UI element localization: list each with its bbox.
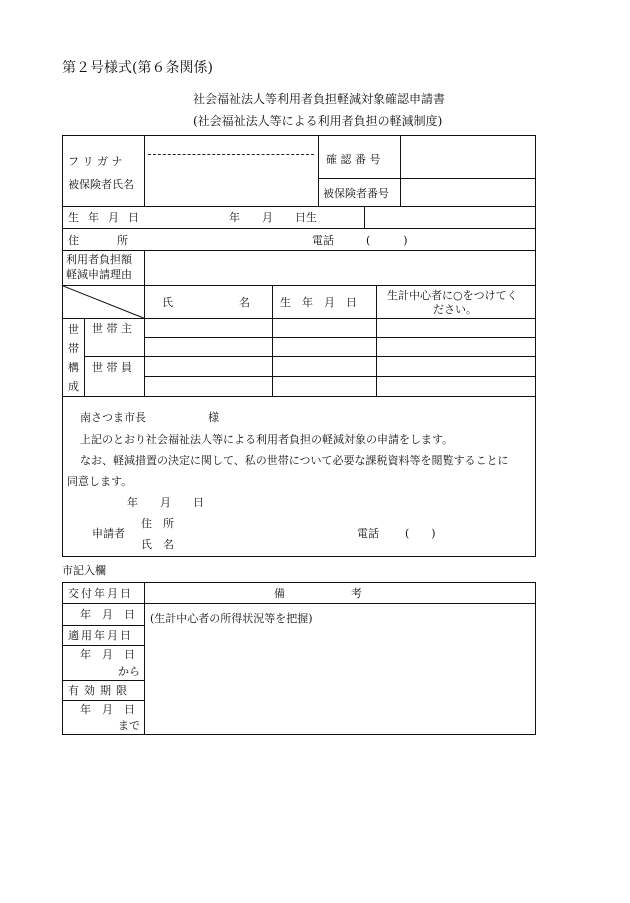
- header-diagonal: [62, 285, 145, 319]
- city-section-label: 市記入欄: [62, 564, 106, 577]
- furigana-label: フ リ ガ ナ: [68, 155, 123, 168]
- addressee: 南さつま市長: [80, 411, 146, 424]
- insured-number-label: 被保険者番号: [323, 187, 389, 200]
- issue-date-value: 年 月 日: [80, 608, 135, 621]
- applicant-name-label: 氏 名: [141, 538, 174, 551]
- household-member-label: 世 帯 員: [92, 361, 132, 374]
- valid-period-label: 有効期限: [68, 684, 132, 697]
- household-label-1: 世: [68, 323, 79, 336]
- form-title: 社会福祉法人等利用者負担軽減対象確認申請書: [193, 92, 446, 106]
- issue-date-label: 交付年月日: [68, 587, 133, 600]
- column-breadwinner-1: 生計中心者に○をつけてく: [387, 289, 518, 302]
- household-label-4: 成: [68, 380, 79, 393]
- form-subtitle: (社会福祉法人等による利用者負担の軽減制度): [193, 114, 443, 128]
- column-birth: 生 年 月 日: [280, 296, 357, 309]
- reason-label-2: 軽減申請理由: [66, 268, 132, 281]
- applicant-phone-parens: ( ): [405, 527, 436, 540]
- applicant-phone-label: 電話: [357, 527, 379, 540]
- address-label: 住所: [68, 234, 166, 247]
- form-number: 第２号様式(第６条関係): [62, 60, 213, 76]
- birth-date-label: 生年月日: [68, 211, 148, 224]
- insured-name-label: 被保険者氏名: [68, 178, 134, 191]
- applicant-label: 申請者: [92, 527, 125, 540]
- remarks-text: (生計中心者の所得状況等を把握): [150, 612, 313, 625]
- phone-label: 電話: [312, 234, 334, 247]
- statement-3: 同意します。: [67, 475, 133, 488]
- birth-date-value: 年 月 日生: [229, 211, 317, 224]
- statement-2: なお、軽減措置の決定に関して、私の世帯について必要な課税資料等を閲覧することに: [80, 454, 509, 467]
- apply-date-label: 適用年月日: [68, 629, 133, 642]
- phone-parens: ( ): [366, 234, 408, 247]
- honorific: 様: [208, 411, 219, 424]
- from-label: から: [118, 665, 140, 678]
- application-date: 年 月 日: [127, 496, 204, 509]
- column-name: 氏 名: [162, 296, 250, 309]
- household-head-label: 世 帯 主: [92, 322, 132, 335]
- applicant-address-label: 住 所: [141, 517, 174, 530]
- apply-date-value: 年 月 日: [80, 648, 135, 661]
- remarks-label: 備 考: [274, 587, 362, 600]
- confirmation-number-label: 確 認 番 号: [326, 153, 381, 166]
- valid-until-value: 年 月 日: [80, 703, 135, 716]
- statement-1: 上記のとおり社会福祉法人等による利用者負担の軽減対象の申請をします。: [80, 433, 454, 446]
- household-label-2: 帯: [68, 342, 79, 355]
- household-label-3: 構: [68, 361, 79, 374]
- column-breadwinner-2: ださい。: [433, 303, 477, 316]
- furigana-divider: [148, 154, 314, 155]
- until-label: まで: [118, 719, 140, 732]
- reason-label-1: 利用者負担額: [66, 253, 132, 266]
